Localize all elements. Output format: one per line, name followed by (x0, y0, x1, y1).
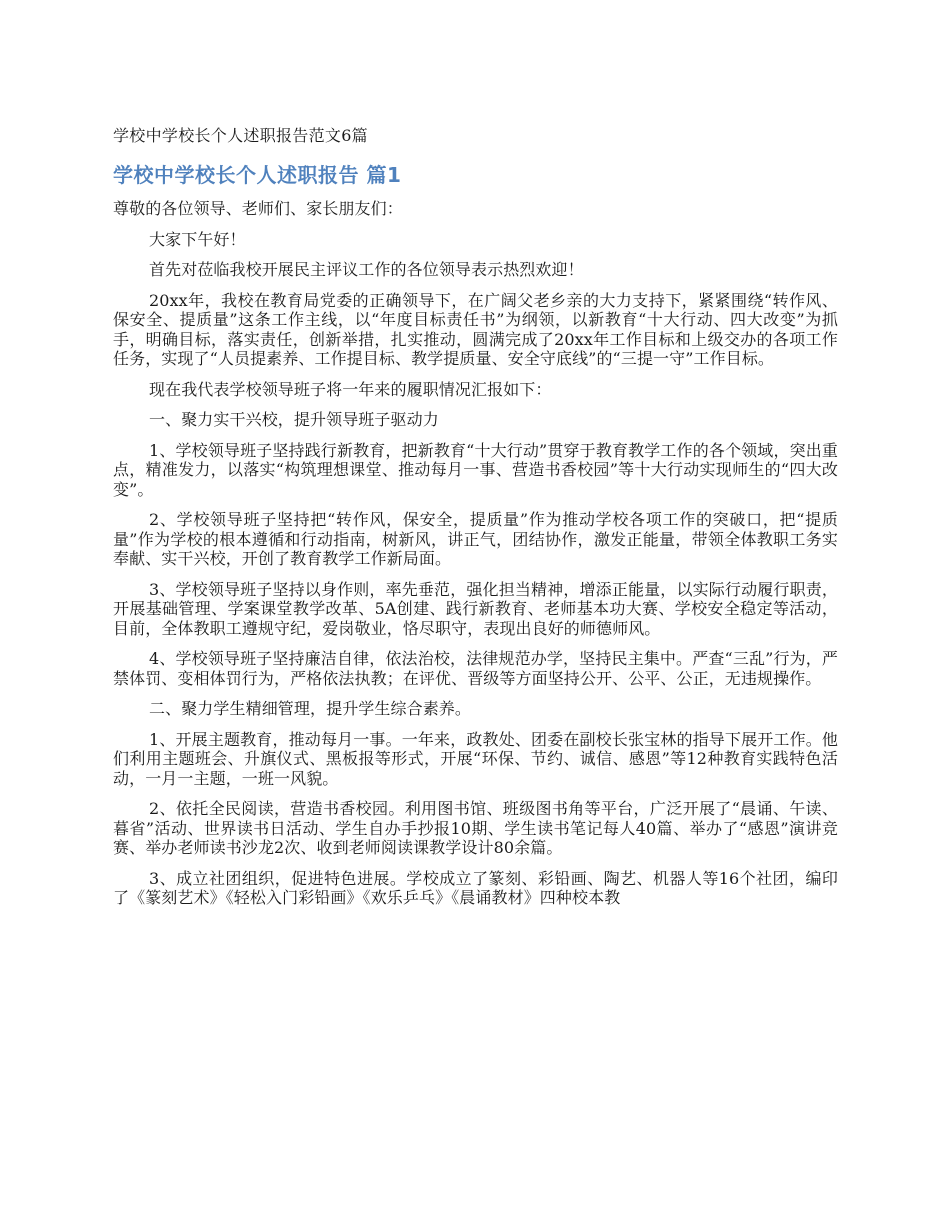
document-title: 学校中学校长个人述职报告范文6篇 (113, 126, 368, 145)
welcome-paragraph: 首先对莅临我校开展民主评议工作的各位领导表示热烈欢迎！ (149, 260, 584, 279)
section-heading: 学校中学校长个人述职报告 篇1 (113, 163, 402, 187)
paragraph-item: 2、依托全民阅读，营造书香校园。利用图书馆、班级图书角等平台，广泛开展了“晨诵、午读、暮省”活动、世界读书日活动、学生自办手抄报10期、学生读书笔记每人40篇、举办了“感恩”演讲竞赛、举办老师读书沙龙2次、收到老师阅读课教学设计80余篇。 (113, 799, 838, 857)
intro-paragraph: 现在我代表学校领导班子将一年来的履职情况汇报如下： (149, 379, 552, 399)
greeting: 大家下午好！ (149, 229, 246, 249)
document-page (113, 124, 838, 919)
paragraph-item: 3、学校领导班子坚持以身作则，率先垂范，强化担当精神，增添正能量，以实际行动履行职责，开展基础管理、学案课堂教学改革、5A创建、践行新教育、老师基本功大赛、学校安全稳定等活动，目前，全体教职工遵规守纪，爱岗敬业，恪尽职守，表现出良好的师德师风。 (113, 579, 838, 638)
salutation: 尊敬的各位领导、老师们、家长朋友们： (113, 199, 403, 218)
subheading-two: 二、聚力学生精细管理，提升学生综合素养。 (149, 699, 472, 718)
paragraph-item: 1、学校领导班子坚持践行新教育，把新教育“十大行动”贯穿于教育教学工作的各个领域，突出重点，精准发力，以落实“构筑理想课堂、推动每月一事、营造书香校园”等十大行动实现师生的“四大改变”。 (113, 440, 838, 499)
paragraph-item: 1、开展主题教育，推动每月一事。一年来，政教处、团委在副校长张宝林的指导下展开工作。他们利用主题班会、升旗仪式、黑板报等形式，开展“环保、节约、诚信、感恩”等12种教育实践特色活动，一月一主题，一班一风貌。 (113, 729, 838, 788)
paragraph-item: 4、学校领导班子坚持廉洁自律，依法治校，法律规范办学，坚持民主集中。严查“三乱”行为，严禁体罚、变相体罚行为，严格依法执教；在评优、晋级等方面坚持公开、公平、公正，无违规操作。 (113, 649, 838, 688)
paragraph-item: 3、成立社团组织，促进特色进展。学校成立了篆刻、彩铅画、陶艺、机器人等16个社团，编印了《篆刻艺术》《轻松入门彩铅画》《欢乐乒乓》《晨诵教材》四种校本教 (113, 868, 838, 907)
paragraph-item: 2、学校领导班子坚持把“转作风，保安全，提质量”作为推动学校各项工作的突破口，把“提质量”作为学校的根本遵循和行动指南，树新风，讲正气，团结协作，激发正能量，带领全体教职工务实奉献、实干兴校，开创了教育教学工作新局面。 (113, 510, 838, 568)
summary-paragraph: 20xx年，我校在教育局党委的正确领导下，在广阔父老乡亲的大力支持下，紧紧围绕“转作风、保安全、提质量”这条工作主线，以“年度目标责任书”为纲领，以新教育“十大行动、四大改变”为抓手，明确目标，落实责任，创新举措，扎实推动，圆满完成了20xx年工作目标和上级交办的各项工作任务，实现了“人员提素养、工作提目标、教学提质量、安全守底线”的“三提一守”工作目标。 (113, 290, 838, 368)
subheading-one: 一、聚力实干兴校，提升领导班子驱动力 (149, 410, 439, 429)
